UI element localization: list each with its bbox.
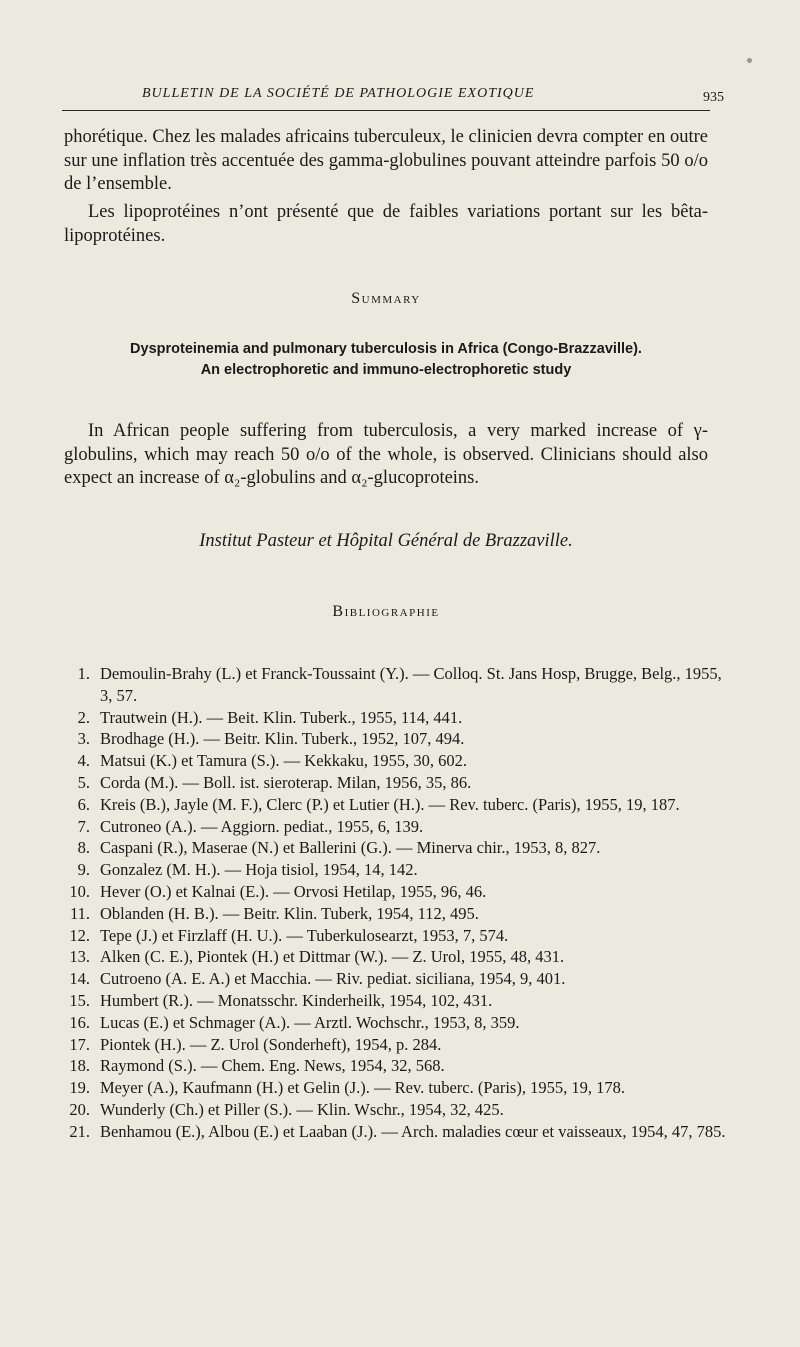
page-number: 935 — [703, 90, 724, 105]
bibliography-heading: Bibliographie — [332, 603, 440, 620]
reference-text: Cutroeno (A. E. A.) et Macchia. — Riv. pediat. siciliana, 1954, 9, 401. — [100, 969, 566, 989]
summary-heading: Summary — [351, 290, 421, 307]
reference-item — [60, 1055, 730, 1077]
reference-item — [60, 707, 730, 729]
reference-item — [60, 816, 730, 838]
reference-item — [60, 903, 730, 925]
reference-list — [60, 663, 730, 1143]
reference-number: 15. — [69, 990, 90, 1010]
reference-text: Piontek (H.). — Z. Urol (Sonderheft), 1954, p. 284. — [100, 1034, 442, 1054]
reference-text: Hever (O.) et Kalnai (E.). — Orvosi Hetilap, 1955, 96, 46. — [100, 881, 487, 901]
reference-text: Wunderly (Ch.) et Piller (S.). — Klin. Wschr., 1954, 32, 425. — [100, 1099, 504, 1119]
reference-item — [60, 1077, 730, 1099]
reference-number: 5. — [77, 772, 90, 792]
reference-text: Demoulin-Brahy (L.) et Franck-Toussaint (Y.). — Colloq. St. Jans Hosp, Brugge, Belg., 1955, 3, 57. — [100, 664, 722, 705]
reference-text: Raymond (S.). — Chem. Eng. News, 1954, 32, 568. — [100, 1056, 445, 1076]
reference-item — [60, 968, 730, 990]
reference-item — [60, 946, 730, 968]
reference-number: 11. — [69, 903, 90, 923]
reference-text: Corda (M.). — Boll. ist. sieroterap. Milan, 1956, 35, 86. — [100, 772, 472, 792]
reference-text: Tepe (J.) et Firzlaff (H. U.). — Tuberkulosearzt, 1953, 7, 574. — [100, 925, 509, 945]
body-paragraph: phorétique. Chez les malades africains tuberculeux, le clinicien devra compter en outre sur une inflation très accentuée des gamma-globulines pouvant atteindre parfois 50 o/o de l’ensemble. — [64, 127, 708, 194]
reference-item — [60, 1121, 730, 1143]
reference-item — [60, 925, 730, 947]
reference-number: 8. — [77, 838, 90, 858]
reference-number: 6. — [77, 794, 90, 814]
reference-text: Lucas (E.) et Schmager (A.). — Arztl. Wochschr., 1953, 8, 359. — [100, 1012, 520, 1032]
reference-number: 7. — [77, 816, 90, 836]
reference-number: 20. — [69, 1099, 90, 1119]
reference-number: 21. — [69, 1121, 90, 1141]
reference-text: Cutroneo (A.). — Aggiorn. pediat., 1955, 6, 139. — [100, 816, 424, 836]
summary-title-line-2: An electrophoretic and immuno-electrophoretic study — [200, 362, 572, 378]
reference-item — [60, 794, 730, 816]
reference-item — [60, 1012, 730, 1034]
reference-item — [60, 1099, 730, 1121]
reference-text: Trautwein (H.). — Beit. Klin. Tuberk., 1955, 114, 441. — [100, 707, 463, 727]
summary-title-line-1: Dysproteinemia and pulmonary tuberculosis in Africa (Congo-Brazzaville). — [130, 341, 642, 357]
reference-number: 18. — [69, 1056, 90, 1076]
scan-speck — [747, 58, 752, 63]
reference-text: Humbert (R.). — Monatsschr. Kinderheilk, 1954, 102, 431. — [100, 990, 493, 1010]
reference-item — [60, 750, 730, 772]
reference-text: Benhamou (E.), Albou (E.) et Laaban (J.). — Arch. maladies cœur et vaisseaux, 1954, 47, 785. — [100, 1121, 726, 1141]
reference-number: 4. — [77, 751, 90, 771]
body-paragraph: Les lipoprotéines n’ont présenté que de faibles variations portant sur les bêta-lipoprotéines. — [64, 202, 708, 246]
reference-number: 14. — [69, 969, 90, 989]
running-header — [62, 84, 724, 111]
reference-text: Gonzalez (M. H.). — Hoja tisiol, 1954, 14, 142. — [100, 860, 418, 880]
reference-number: 19. — [69, 1078, 90, 1098]
reference-item — [60, 728, 730, 750]
reference-number: 3. — [77, 729, 90, 749]
reference-item — [60, 663, 730, 707]
reference-item — [60, 881, 730, 903]
running-title: BULLETIN DE LA SOCIÉTÉ DE PATHOLOGIE EXOTIQUE — [142, 86, 535, 101]
reference-text: Oblanden (H. B.). — Beitr. Klin. Tuberk, 1954, 112, 495. — [100, 903, 479, 923]
reference-item — [60, 837, 730, 859]
reference-item — [60, 1034, 730, 1056]
reference-item — [60, 772, 730, 794]
reference-number: 2. — [77, 707, 90, 727]
reference-text: Alken (C. E.), Piontek (H.) et Dittmar (W.). — Z. Urol, 1955, 48, 431. — [100, 947, 565, 967]
reference-number: 17. — [69, 1034, 90, 1054]
reference-number: 12. — [69, 925, 90, 945]
reference-number: 13. — [69, 947, 90, 967]
summary-text: In African people suffering from tuberculosis, a very marked increase of γ-globulins, which may reach 50 o/o of the whole, is observed. Clinicians should also expect an increase of α₂-globulins and α₂-glucoproteins. — [64, 421, 708, 488]
reference-number: 10. — [69, 881, 90, 901]
reference-text: Meyer (A.), Kaufmann (H.) et Gelin (J.). — Rev. tuberc. (Paris), 1955, 19, 178. — [100, 1078, 625, 1098]
reference-text: Brodhage (H.). — Beitr. Klin. Tuberk., 1952, 107, 494. — [100, 729, 465, 749]
reference-number: 1. — [77, 664, 90, 683]
reference-text: Matsui (K.) et Tamura (S.). — Kekkaku, 1955, 30, 602. — [100, 751, 467, 771]
reference-text: Kreis (B.), Jayle (M. F.), Clerc (P.) et Lutier (H.). — Rev. tuberc. (Paris), 1955, 19, 187. — [100, 794, 680, 814]
reference-item — [60, 859, 730, 881]
reference-number: 9. — [77, 860, 90, 880]
reference-text: Caspani (R.), Maserae (N.) et Ballerini (G.). — Minerva chir., 1953, 8, 827. — [100, 838, 601, 858]
reference-number: 16. — [69, 1012, 90, 1032]
institute-affiliation: Institut Pasteur et Hôpital Général de Brazzaville. — [199, 531, 573, 551]
reference-item — [60, 990, 730, 1012]
